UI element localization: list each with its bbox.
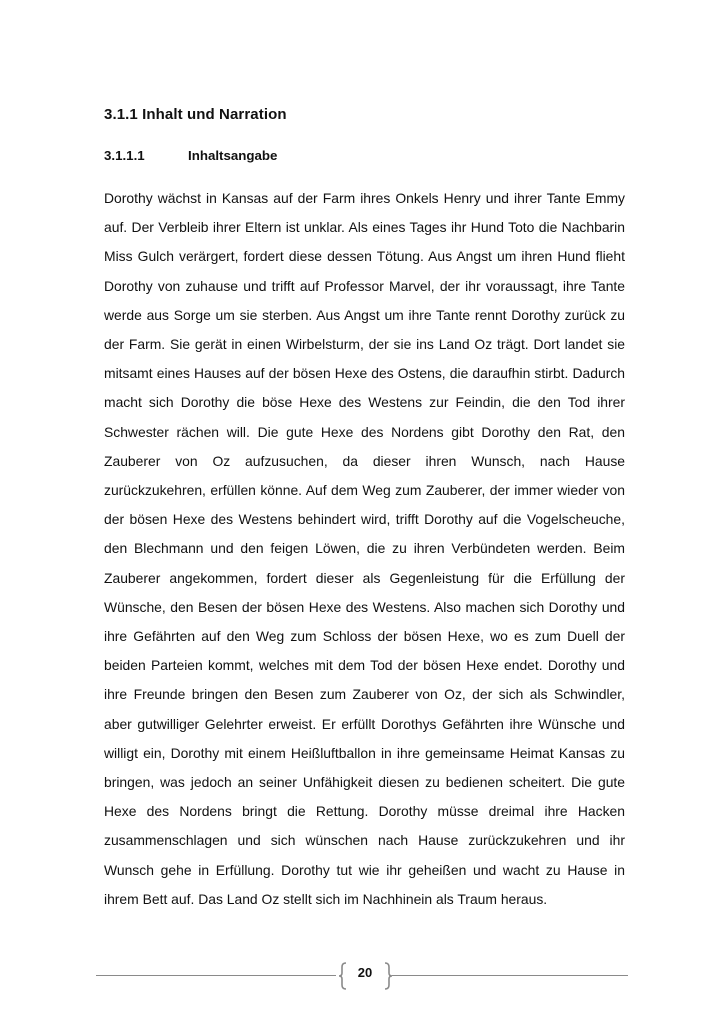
- right-brace-icon: [383, 962, 393, 990]
- footer-rule-left: [96, 975, 336, 976]
- footer-rule-right: [392, 975, 628, 976]
- subsection-number: 3.1.1.1: [104, 148, 145, 163]
- subsection-title: Inhaltsangabe: [188, 148, 278, 163]
- page-number: 20: [357, 965, 373, 980]
- left-brace-icon: [338, 962, 348, 990]
- subsection-heading: [104, 148, 277, 163]
- summary-paragraph: Dorothy wächst in Kansas auf der Farm ihres Onkels Henry und ihrer Tante Emmy auf. Der Verbleib ihrer Eltern ist unklar. Als eines Tages ihr Hund Toto die Nachbarin Miss Gulch verärgert, fordert diese dessen Tötung. Aus Angst um ihren Hund flieht Dorothy von zuhause und trifft auf Professor Marvel, der ihr voraussagt, ihre Tante werde aus Sorge um sie sterben. Aus Angst um ihre Tante rennt Dorothy zurück zu der Farm. Sie gerät in einen Wirbelsturm, der sie ins Land Oz trägt. Dort landet sie mitsamt eines Hauses auf der bösen Hexe des Ostens, die daraufhin stirbt. Dadurch macht sich Dorothy die böse Hexe des Westens zur Feindin, die den Tod ihrer Schwester rächen will. Die gute Hexe des Nordens gibt Dorothy den Rat, den Zauberer von Oz aufzusuchen, da dieser ihren Wunsch, nach Hause zurückzukehren, erfüllen könne. Auf dem Weg zum Zauberer, der immer wieder von der bösen Hexe des Westens behindert wird, trifft Dorothy auf die Vogelscheuche, den Blechmann und den feigen Löwen, die zu ihren Verbündeten werden. Beim Zauberer angekommen, fordert dieser als Gegenleistung für die Erfüllung der Wünsche, den Besen der bösen Hexe des Westens. Also machen sich Dorothy und ihre Gefährten auf den Weg zum Schloss der bösen Hexe, wo es zum Duell der beiden Parteien kommt, welches mit dem Tod der bösen Hexe endet. Dorothy und ihre Freunde bringen den Besen zum Zauberer von Oz, der sich als Schwindler, aber gutwilliger Gelehrter erweist. Er erfüllt Dorothys Gefährten ihre Wünsche und willigt ein, Dorothy mit einem Heißluftballon in ihre gemeinsame Heimat Kansas zu bringen, was jedoch an seiner Unfähigkeit diesen zu bedienen scheitert. Die gute Hexe des Nordens bringt die Rettung. Dorothy müsse dreimal ihre Hacken zusammenschlagen und sich wünschen nach Hause zurückzukehren und ihr Wunsch gehe in Erfüllung. Dorothy tut wie ihr geheißen und wacht zu Hause in ihrem Bett auf. Das Land Oz stellt sich im Nachhinein als Traum heraus.: [104, 190, 625, 907]
- section-heading: 3.1.1 Inhalt und Narration: [104, 106, 287, 123]
- body-text: [104, 184, 625, 914]
